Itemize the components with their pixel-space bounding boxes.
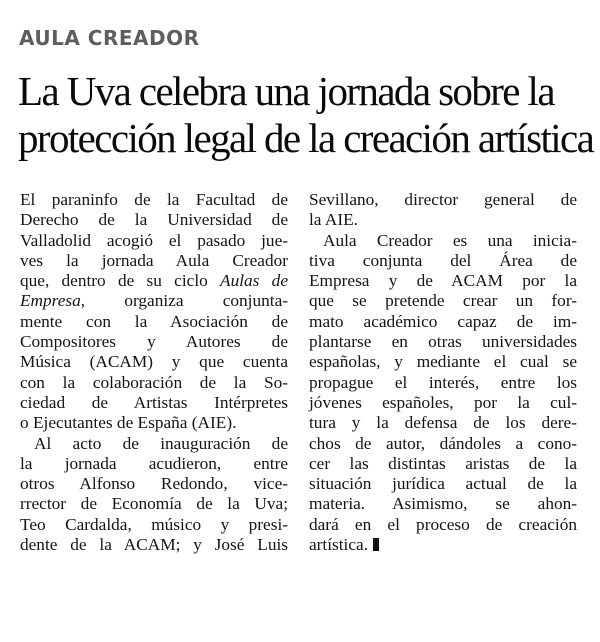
text-run: artística. [309,535,369,555]
text-line: Valladolid acogió el pasado jue- [20,230,288,250]
text-line: situación jurídica actual de la [309,474,577,494]
text-line: dente de la ACAM; y José Luis [20,535,288,555]
text-line: Al acto de inauguración de [34,433,288,453]
text-line: jóvenes españoles, por la cul- [309,392,577,412]
section-label: AULA CREADOR [19,26,200,50]
text-run: que, dentro de su ciclo [20,271,221,291]
text-line: Aula Creador es una inicia- [323,230,577,250]
text-line: con la colaboración de la So- [20,372,288,392]
text-line: Compositores y Autores de [20,332,288,352]
italic-series-title: Aulas de [220,271,288,291]
text-line: dará en el proceso de creación [309,514,577,534]
left-column [20,190,288,555]
text-line: mente con la Asociación de [20,311,288,331]
text-line: El paraninfo de la Facultad de [20,190,288,209]
text-line: mato académico capaz de im- [309,311,577,331]
text-line: propague el interés, entre los [309,372,577,392]
text-line: rrector de Economía de la Uva; [20,494,288,514]
text-line: otros Alfonso Redondo, vice- [20,474,288,494]
text-line: Música (ACAM) y que cuenta [20,352,288,372]
text-line [20,271,288,291]
text-line: españolas, y mediante el cual se [309,352,577,372]
text-line: que se pretende crear un for- [309,291,577,311]
headline-line-2: protección legal de la creación artística [18,115,594,161]
text-line: ciedad de Artistas Intérpretes [20,392,288,412]
text-line: ves la jornada Aula Creador [20,250,288,270]
end-of-article-mark [373,538,379,551]
text-line: Derecho de la Universidad de [20,210,288,230]
text-line: la AIE. [309,210,358,230]
headline-line-1: La Uva celebra una jornada sobre la [18,68,554,114]
text-line: materia. Asimismo, se ahon- [309,494,577,514]
text-line: Teo Cardalda, músico y presi- [20,514,288,534]
headline [18,68,594,162]
text-line [20,291,288,311]
right-column [309,190,577,555]
text-line: cer las distintas aristas de la [309,453,577,473]
text-line: Empresa y de ACAM por la [309,271,577,291]
text-line: tura y la defensa de los dere- [309,413,577,433]
text-line [309,535,577,555]
text-line: plantarse en otras universidades [309,332,577,352]
text-line: la jornada acudieron, entre [20,453,288,473]
italic-series-title: Empresa [20,291,81,311]
text-line: chos de autor, dándoles a cono- [309,433,577,453]
text-line: o Ejecutantes de España (AIE). [20,413,237,433]
text-line: tiva conjunta del Área de [309,250,577,270]
text-line: Sevillano, director general de [309,190,577,209]
text-run: , organiza conjunta- [80,291,288,311]
